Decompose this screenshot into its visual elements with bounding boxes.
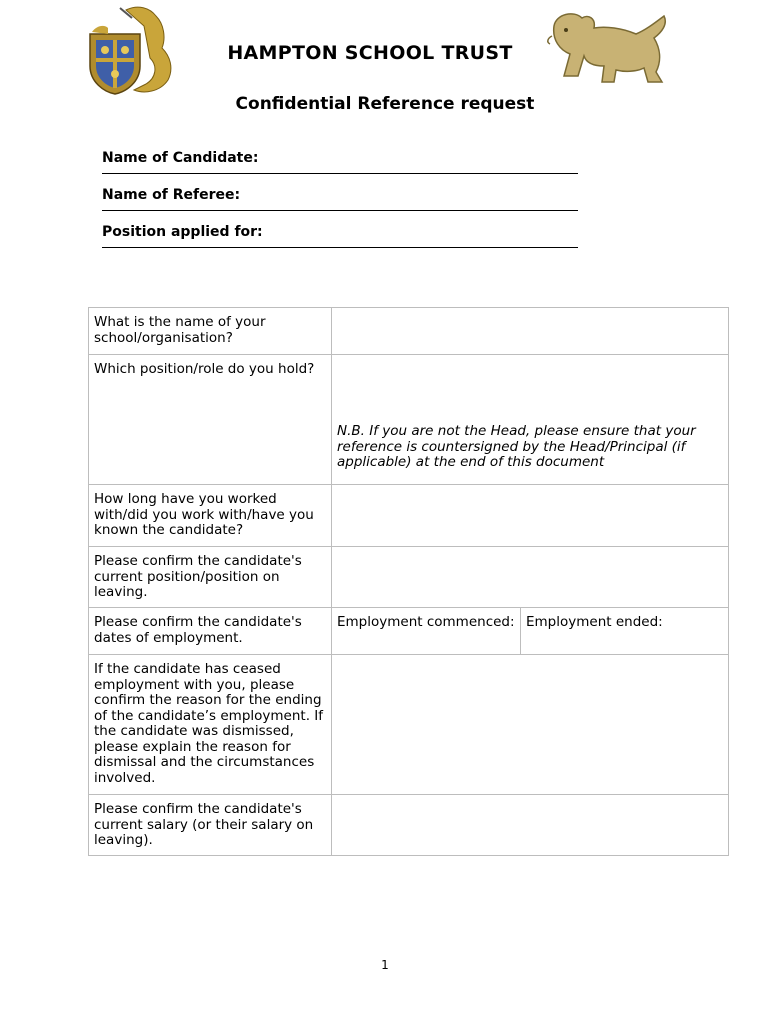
question-cell: If the candidate has ceased employment with you, please confirm the reason for the ending of the candidate’s employment. If the candidate was dismissed, please explain the reason for dismissal and the circumstances involved. (89, 655, 332, 795)
employment-commenced-cell[interactable]: Employment commenced: (332, 608, 521, 655)
candidate-name-label: Name of Candidate: (102, 150, 259, 166)
position-applied-line[interactable] (102, 240, 578, 248)
question-cell: What is the name of your school/organisation? (89, 308, 332, 355)
candidate-name-line[interactable] (102, 166, 578, 174)
answer-cell[interactable] (332, 355, 729, 485)
table-row (89, 355, 729, 485)
question-cell: Please confirm the candidate's current position/position on leaving. (89, 547, 332, 608)
position-applied-label: Position applied for: (102, 224, 263, 240)
page-title: HAMPTON SCHOOL TRUST (227, 42, 513, 64)
question-cell: Please confirm the candidate's dates of employment. (89, 608, 332, 655)
reference-table (88, 307, 729, 856)
referee-name-field (102, 187, 582, 211)
table-row (89, 485, 729, 547)
table-row (89, 655, 729, 795)
table-row (89, 795, 729, 856)
table-row (89, 308, 729, 355)
table-row (89, 547, 729, 608)
candidate-fields (102, 150, 582, 261)
answer-cell[interactable] (332, 547, 729, 608)
question-cell: How long have you worked with/did you work with/have you known the candidate? (89, 485, 332, 547)
referee-name-line[interactable] (102, 203, 578, 211)
referee-name-label: Name of Referee: (102, 187, 241, 203)
answer-cell[interactable] (332, 308, 729, 355)
answer-cell[interactable] (332, 485, 729, 547)
answer-cell[interactable] (332, 795, 729, 856)
candidate-name-field (102, 150, 582, 174)
page-number: 1 (381, 958, 389, 972)
position-applied-field (102, 224, 582, 248)
question-cell: Please confirm the candidate's current salary (or their salary on leaving). (89, 795, 332, 856)
question-cell: Which position/role do you hold? (89, 355, 332, 485)
employment-ended-cell[interactable]: Employment ended: (521, 608, 729, 655)
answer-cell[interactable] (332, 655, 729, 795)
table-row (89, 608, 729, 655)
countersign-note: N.B. If you are not the Head, please ensure that your reference is countersigned by the Head/Principal (if applicable) at the end of this document (337, 423, 696, 470)
page-subtitle: Confidential Reference request (235, 94, 535, 114)
